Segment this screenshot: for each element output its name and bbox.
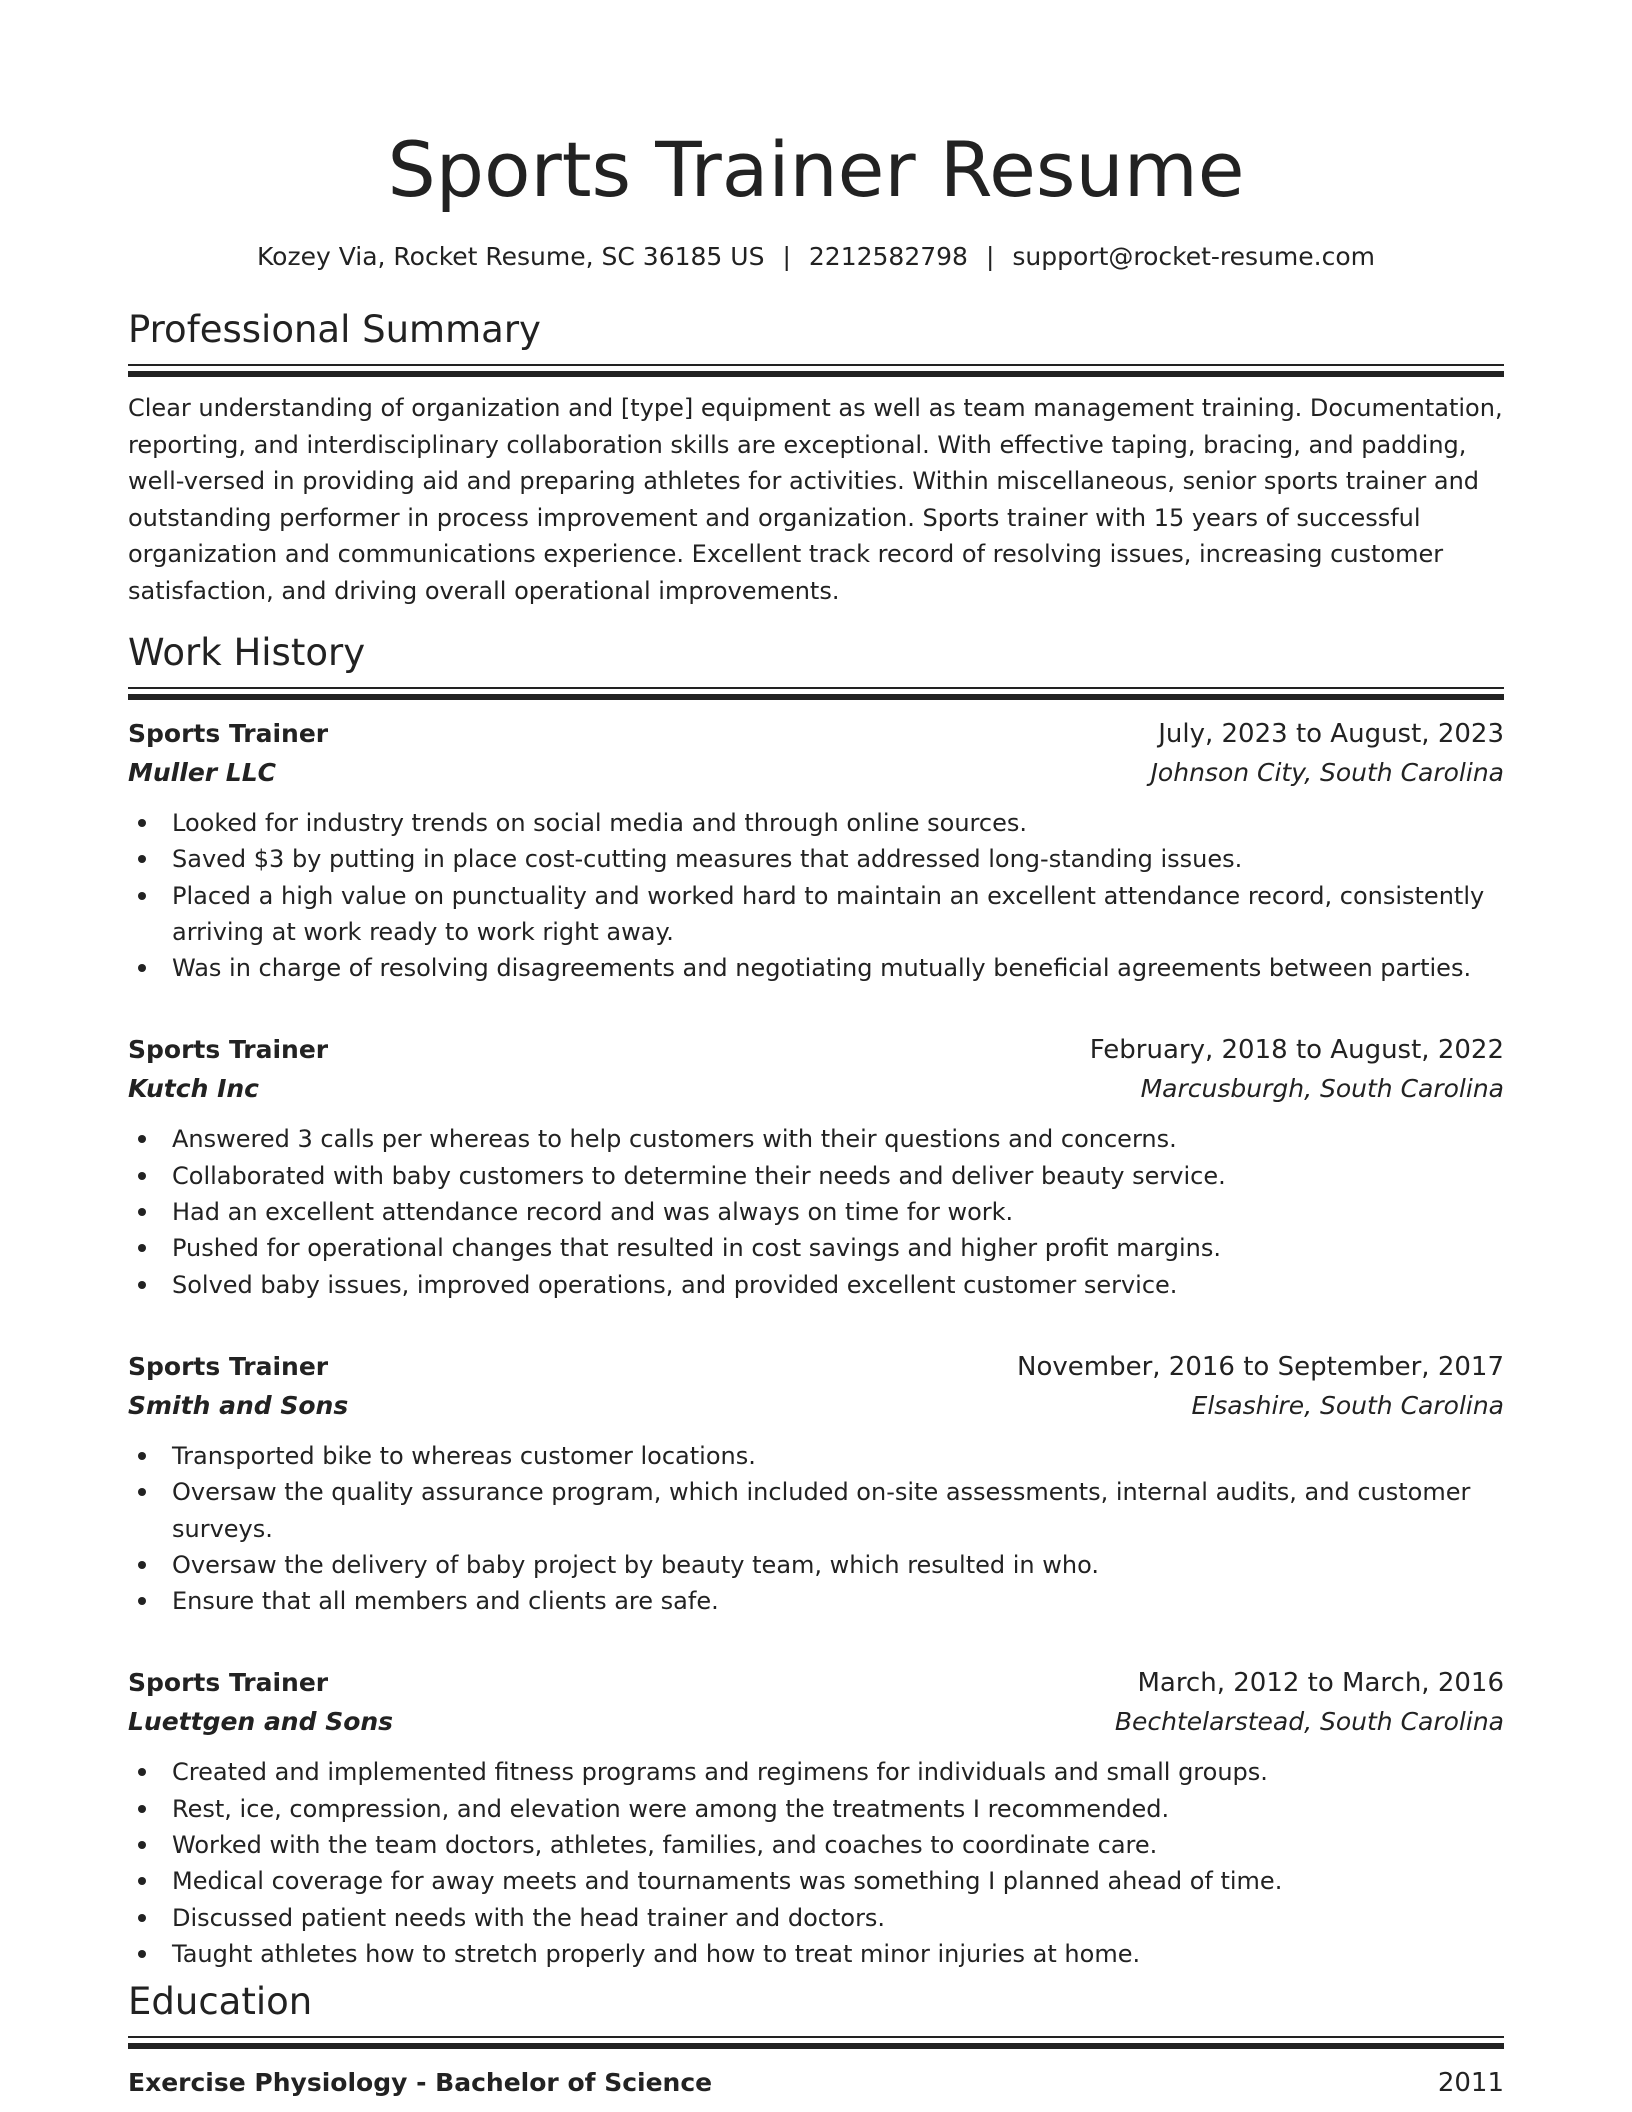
job-location: Bechtelarstead, South Carolina <box>1114 1707 1504 1737</box>
contact-line <box>128 240 1504 274</box>
education-section <box>128 1978 1504 2102</box>
job-bullet: Rest, ice, compression, and elevation were among the treatments I recommended. <box>172 1791 1504 1827</box>
job-title: Sports Trainer <box>128 1668 329 1698</box>
job-company-row <box>128 753 1504 793</box>
job-location: Marcusburgh, South Carolina <box>1140 1074 1504 1104</box>
summary-text: Clear understanding of organization and [type] equipment as well as team management training. Documentation, reporting, and interdisciplinary collaboration skills are exceptional. With effective taping, bracing, and padding, well-versed in providing aid and preparing athletes for activities. Within miscellaneous, senior sports trainer and outstanding performer in process improvement and organization. Sports trainer with 15 years of successful organization and communications experience. Excellent track record of resolving issues, increasing customer satisfaction, and driving overall operational improvements. <box>128 394 1503 605</box>
job-company-row <box>128 1702 1504 1742</box>
contact-email: support@rocket-resume.com <box>1012 242 1375 271</box>
job-bullet: Saved $3 by putting in place cost-cutting measures that addressed long-standing issues. <box>172 841 1504 877</box>
job-header-row <box>128 715 1504 753</box>
contact-phone: 2212582798 <box>808 242 968 271</box>
job-company-row <box>128 1386 1504 1426</box>
section-divider <box>128 364 1504 378</box>
job-dates: March, 2012 to March, 2016 <box>1137 1668 1504 1699</box>
job-dates: July, 2023 to August, 2023 <box>1158 719 1504 749</box>
job-bullet: Ensure that all members and clients are safe. <box>172 1583 1504 1619</box>
job-header-row <box>128 1664 1504 1702</box>
job-bullet: Discussed patient needs with the head trainer and doctors. <box>172 1900 1504 1936</box>
job-location: Johnson City, South Carolina <box>1150 758 1504 787</box>
job-bullet: Was in charge of resolving disagreements and negotiating mutually beneficial agreements between parties. <box>172 950 1504 986</box>
job-company: Smith and Sons <box>128 1390 349 1420</box>
job-title: Sports Trainer <box>128 1035 329 1065</box>
job-bullet: Oversaw the delivery of baby project by beauty team, which resulted in who. <box>172 1547 1504 1583</box>
job-header-row <box>128 1348 1504 1386</box>
job-dates: November, 2016 to September, 2017 <box>1017 1351 1504 1382</box>
job-bullet-list <box>128 805 1504 986</box>
job-bullet-list <box>128 1438 1504 1619</box>
job-bullet: Answered 3 calls per whereas to help customers with their questions and concerns. <box>172 1121 1504 1157</box>
section-divider <box>128 2036 1504 2050</box>
job-bullet: Oversaw the quality assurance program, which included on-site assessments, internal audits, and customer surveys. <box>172 1474 1504 1547</box>
job-company: Muller LLC <box>128 758 277 787</box>
work-history-section <box>128 629 1504 1972</box>
resume-title: Sports Trainer Resume <box>387 125 1245 214</box>
contact-separator: | <box>985 242 995 271</box>
job-bullet: Collaborated with baby customers to determine their needs and deliver beauty service. <box>172 1158 1504 1194</box>
job-company-row <box>128 1069 1504 1109</box>
education-degree: Exercise Physiology - Bachelor of Science <box>128 2068 713 2098</box>
job-entry <box>128 1664 1504 1972</box>
job-bullet: Solved baby issues, improved operations, and provided excellent customer service. <box>172 1267 1504 1303</box>
summary-section <box>128 306 1504 609</box>
job-bullet: Medical coverage for away meets and tournaments was something I planned ahead of time. <box>172 1863 1504 1899</box>
job-bullet: Had an excellent attendance record and was always on time for work. <box>172 1194 1504 1230</box>
job-title: Sports Trainer <box>128 719 329 748</box>
section-heading-work: Work History <box>128 631 366 674</box>
job-bullet: Pushed for operational changes that resulted in cost savings and higher profit margins. <box>172 1230 1504 1266</box>
section-heading-summary: Professional Summary <box>128 308 541 351</box>
job-title: Sports Trainer <box>128 1351 329 1381</box>
job-bullet: Taught athletes how to stretch properly and how to treat minor injuries at home. <box>172 1936 1504 1972</box>
job-bullet: Worked with the team doctors, athletes, families, and coaches to coordinate care. <box>172 1827 1504 1863</box>
job-spacer <box>128 1619 1504 1650</box>
job-spacer <box>128 1303 1504 1334</box>
section-divider <box>128 687 1504 701</box>
job-location: Elsashire, South Carolina <box>1191 1390 1504 1420</box>
resume-page <box>128 0 1504 2102</box>
job-company: Luettgen and Sons <box>128 1707 394 1737</box>
contact-address: Kozey Via, Rocket Resume, SC 36185 US <box>257 242 765 271</box>
job-spacer <box>128 986 1504 1017</box>
job-bullet-list <box>128 1754 1504 1972</box>
job-bullet-list <box>128 1121 1504 1302</box>
job-dates: February, 2018 to August, 2022 <box>1089 1035 1504 1066</box>
education-year: 2011 <box>1437 2068 1504 2099</box>
job-bullet: Transported bike to whereas customer locations. <box>172 1438 1504 1474</box>
job-bullet: Created and implemented fitness programs and regimens for individuals and small groups. <box>172 1754 1504 1790</box>
job-company: Kutch Inc <box>128 1074 259 1104</box>
education-entry <box>128 2064 1504 2102</box>
job-entry <box>128 715 1504 986</box>
contact-separator: | <box>782 242 791 271</box>
job-list <box>128 715 1504 1972</box>
section-heading-education: Education <box>128 1980 313 2024</box>
job-entry <box>128 1031 1504 1302</box>
job-entry <box>128 1348 1504 1619</box>
job-bullet: Placed a high value on punctuality and worked hard to maintain an excellent attendance record, consistently arriving at work ready to work right away. <box>172 878 1504 951</box>
job-header-row <box>128 1031 1504 1069</box>
job-bullet: Looked for industry trends on social media and through online sources. <box>172 805 1504 841</box>
